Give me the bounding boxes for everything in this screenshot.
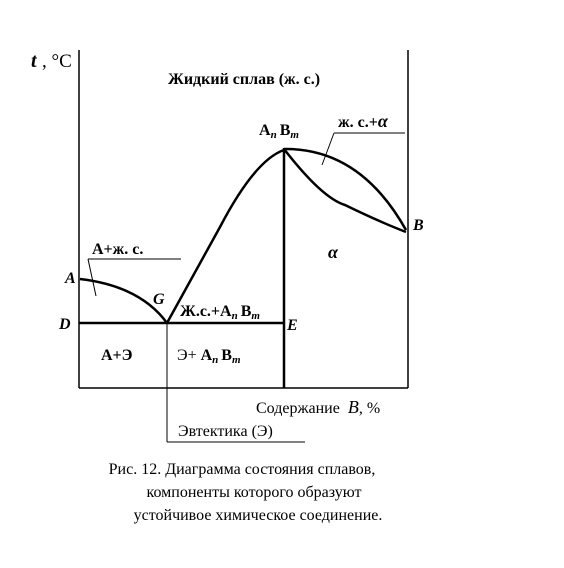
y-axis-label: t [31, 50, 37, 72]
liquidus-g-compound [167, 150, 284, 323]
alpha-region-label: α [328, 242, 338, 262]
a-liquid-label: A+ж. с. [92, 241, 144, 258]
solidus-compound-b [284, 149, 406, 232]
eutectic-compound-label: Э+ An Bm [177, 347, 241, 366]
point-e-label: E [287, 317, 298, 334]
caption-line-3: устойчивое химическое соединение. [133, 507, 383, 524]
point-b-label: B [413, 217, 424, 234]
liquid-compound-label: Ж.с.+An Bm [180, 303, 260, 322]
compound-peak-label: An Bm [259, 122, 299, 141]
caption-line-2: компоненты которого образуют [146, 484, 362, 501]
liquid-alpha-pointer [322, 133, 334, 165]
liquid-region-label: Жидкий сплав (ж. с.) [168, 71, 321, 88]
liquidus-compound-b [284, 149, 406, 230]
y-axis-unit: , °C [42, 51, 72, 72]
caption-line-1: Рис. 12. Диаграмма состояния сплавов, [108, 461, 376, 478]
x-axis-label: Содержание B, % [256, 397, 381, 417]
point-g-label: G [153, 291, 165, 308]
a-liquid-pointer [88, 259, 96, 296]
eutectic-label: Эвтектика (Э) [178, 423, 273, 440]
point-d-label: D [59, 316, 71, 333]
liquid-alpha-label: ж. с.+α [338, 111, 388, 131]
a-eutectic-label: A+Э [101, 347, 133, 364]
point-a-label: A [65, 270, 76, 287]
